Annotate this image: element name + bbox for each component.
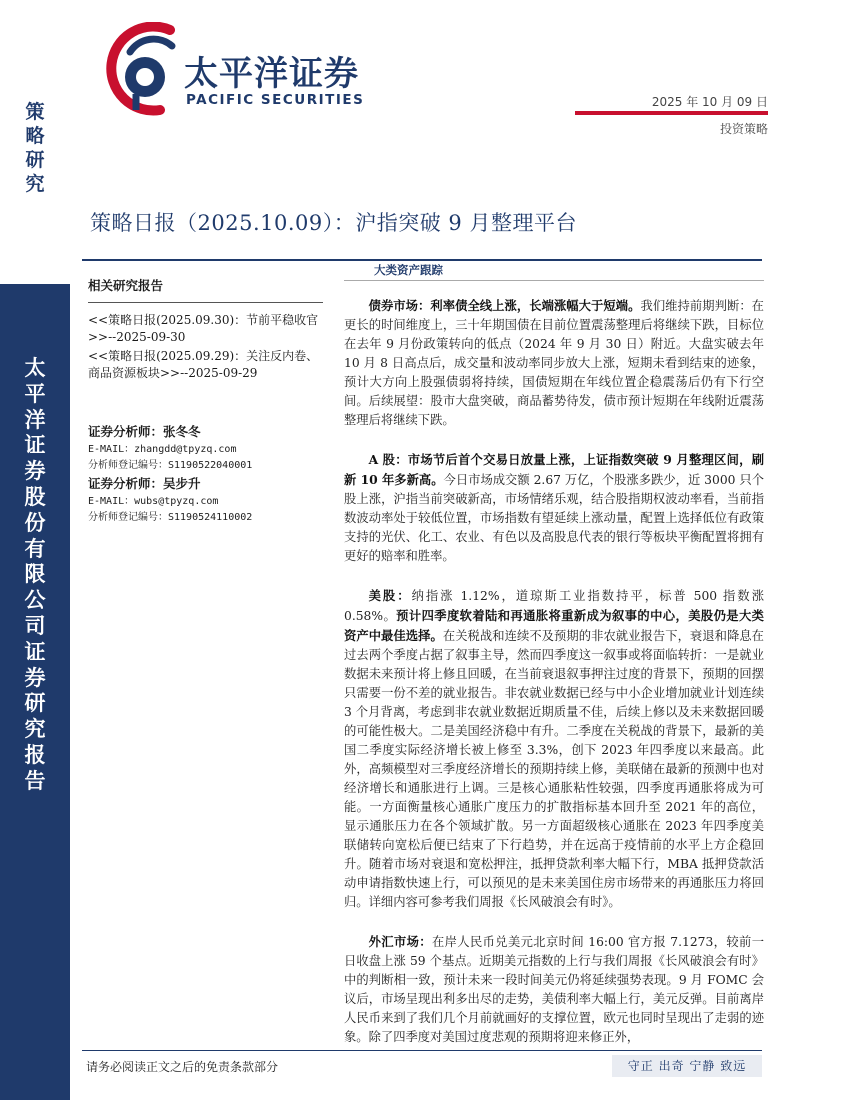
- sidebar-company-report: 太平洋证券股份有限公司证券研究报告: [24, 355, 46, 793]
- footer-divider: [82, 1050, 762, 1051]
- header-accent-rule: [575, 111, 768, 115]
- fx-market-body: 在岸人民币兑美元北京时间 16:00 官方报 7.1273，较前一日收盘上涨 59 个基点。近期美元指数的上行与我们周报《长风破浪会有时》中的判断相一致，预计未来一段时间美元仍将延续强势表现。9 月 FOMC 会议后，市场呈现出利多出尽的走势，美债利率大幅上行，美元反弹。目前离岸人民币来到了我们几个月前就画好的支撑位置，欧元也同时呈现出了走弱的迹象。除了四季度对美国过度悲观的预期将迎来修正外，: [344, 935, 764, 1044]
- analyst-name: 证券分析师：吴步升: [88, 476, 201, 491]
- a-share-body: 今日市场成交额 2.67 万亿，个股涨多跌少，近 3000 只个股上涨，沪指当前突破新高，市场情绪乐观，结合股指期权波动率看，当前指数波动率处于较低位置，市场指数有望延续上涨动量，配置上选择低位有政策支持的光伏、化工、农业、有色以及高股息代表的银行等板块平衡配置将拥有更好的赔率和胜率。: [344, 473, 764, 563]
- us-stock-lead-2: 预计四季度软着陆和再通胀将重新成为叙事的中心，美股仍是大类资产中最佳选择。: [344, 608, 764, 643]
- related-reports-heading: 相关研究报告: [88, 278, 164, 293]
- section-heading: 大类资产跟踪: [374, 263, 443, 277]
- related-report-link[interactable]: <<策略日报(2025.09.30)：节前平稳收官>>--2025-09-30: [88, 313, 319, 344]
- logo-english-name: PACIFIC SECURITIES: [186, 92, 365, 108]
- related-divider: [88, 302, 323, 303]
- analyst-registration: 分析师登记编号：S1190522040001: [88, 460, 253, 471]
- bond-market-lead: 债券市场：利率债全线上涨，长端涨幅大于短端。: [368, 298, 641, 313]
- related-report-link[interactable]: <<策略日报(2025.09.29)：关注反内卷、商品资源板块>>--2025-09-29: [88, 349, 319, 380]
- fx-market-lead: 外汇市场：: [368, 934, 432, 949]
- footer-slogan: 守正 出奇 宁静 致远: [612, 1055, 762, 1077]
- footer-disclaimer: 请务必阅读正文之后的免责条款部分: [86, 1060, 279, 1074]
- analyst-name: 证券分析师：张冬冬: [88, 424, 201, 439]
- us-stock-body: 纳指涨 1.12%，道琼斯工业指数持平，标普 500 指数涨 0.58%。: [344, 589, 764, 623]
- fx-market-paragraph: [344, 932, 764, 1047]
- sidebar-category: 策略研究: [25, 101, 45, 195]
- us-stock-body-2: 在关税战和连续不及预期的非农就业报告下，衰退和降息在过去两个季度占据了叙事主导，然而四季度这一叙事或将面临转折：一是就业数据未来预计将上修且回暖，在当前衰退叙事押注过度的背景下，预期的回摆只需要一份不差的就业报告。非农就业数据已经与中小企业增加就业计划连续 3 个月背离，考虑到非农就业数据近期质量不佳，后续上修以及未来数据回暖的可能性极大。二是美国经济稳中有升。二季度在关税战的背景下，最新的美国二季度实际经济增长被上修至 3.3%，创下 2023 年四季度以来最高。此外，高频模型对三季度经济增长的预期持续上修，美联储在最新的预测中也对经济增长和通胀进行上调。三是核心通胀粘性较强，四季度再通胀将成为可能。一方面衡量核心通胀广度压力的扩散指标基本回升至 2021 年的高位，显示通胀压力在各个领域扩散。另一方面超级核心通胀在 2023 年四季度美联储转向宽松后便已结束了下行趋势，并在远高于疫情前的水平上方企稳回升。随着市场对衰退和宽松押注，抵押贷款利率大幅下行，MBA 抵押贷款活动申请指数快速上行，可以预见的是未来美国住房市场带来的再通胀压力将回归。详细内容可参考我们周报《长风破浪会有时》。: [344, 629, 764, 909]
- bond-market-paragraph: [344, 296, 764, 430]
- report-date: 2025 年 10 月 09 日: [651, 95, 768, 109]
- a-share-paragraph: [344, 450, 764, 566]
- analyst-block: [88, 422, 323, 526]
- related-reports: [88, 272, 323, 384]
- us-stock-paragraph: [344, 586, 764, 912]
- main-body: [344, 296, 764, 1067]
- bond-market-body: 我们维持前期判断：在更长的时间维度上，三十年期国债在目前位置震荡整理后将继续下跌，目标位在去年 9 月份政策转向的低点（2024 年 9 月 30 日）附近。大盘实破去年 10 月 8 日高点后，成交量和波动率同步放大上涨，短期未看到结束的迹象，预计大方向上股强债弱将持续，国债短期在年线位置企稳震荡后仍有下行空间。后续展望：股市大盘突破，商品蓄势待发，债市预计短期在年线附近震荡整理后将继续下跌。: [344, 299, 764, 427]
- title-divider: [82, 259, 762, 261]
- analyst-email[interactable]: E-MAIL：wubs@tpyzq.com: [88, 496, 219, 507]
- logo-chinese-name: 太平洋证券: [184, 54, 359, 94]
- us-stock-lead: 美股：: [368, 588, 412, 603]
- analyst-email[interactable]: E-MAIL：zhangdd@tpyzq.com: [88, 444, 237, 455]
- section-divider: [344, 280, 764, 281]
- document-type: 投资策略: [719, 122, 768, 136]
- analyst-registration: 分析师登记编号：S1190524110002: [88, 512, 253, 523]
- a-share-lead: A 股：市场节后首个交易日放量上涨，上证指数突破 9 月整理区间，刷新 10 年多新高。: [344, 452, 764, 487]
- report-title: 策略日报（2025.10.09）：沪指突破 9 月整理平台: [90, 211, 577, 235]
